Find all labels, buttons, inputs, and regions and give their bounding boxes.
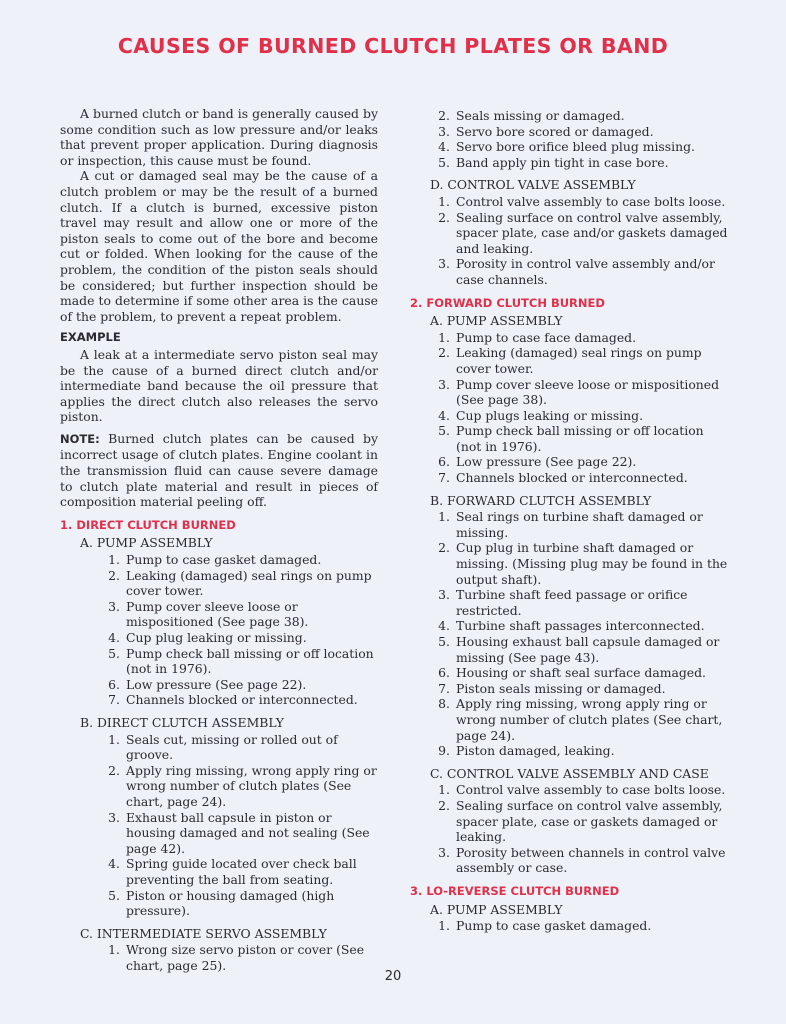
item-list: [100, 552, 378, 708]
list-item: [100, 599, 378, 630]
example-heading: EXAMPLE: [60, 330, 121, 345]
list-item-text: Spring guide located over check ball preventing the ball from seating.: [126, 856, 357, 887]
list-item: [430, 665, 728, 681]
list-item-number: 6.: [438, 454, 450, 470]
list-item-number: 7.: [438, 680, 450, 696]
list-item-text: Housing exhaust ball capsule damaged or missing (See page 43).: [456, 634, 720, 665]
list-item-number: 7.: [108, 692, 120, 708]
list-item: [430, 782, 728, 798]
list-item-number: 2.: [438, 209, 450, 225]
list-item-number: 4.: [438, 407, 450, 423]
list-item-number: 1.: [438, 782, 450, 798]
list-item-text: Seal rings on turbine shaft damaged or missing.: [456, 509, 703, 540]
list-item: [100, 732, 378, 763]
list-item: [100, 888, 378, 919]
item-list: [430, 330, 728, 486]
list-item-number: 8.: [438, 696, 450, 712]
item-list: [100, 732, 378, 919]
list-item-text: Pump to case gasket damaged.: [126, 552, 322, 568]
list-item-text: Pump cover sleeve loose or mispositioned (See page 38).: [456, 376, 720, 408]
page-title: CAUSES OF BURNED CLUTCH PLATES OR BAND: [117, 34, 669, 58]
list-item: [430, 210, 728, 257]
list-item-number: 5.: [108, 887, 120, 903]
list-item-text: Low pressure (See page 22).: [456, 454, 637, 470]
list-item-number: 5.: [438, 634, 450, 649]
subsection-heading: D. CONTROL VALVE ASSEMBLY: [430, 177, 636, 193]
list-item-text: Porosity between channels in control valve assembly or case.: [456, 844, 726, 876]
list-item-number: 4.: [108, 630, 120, 645]
item-list: [430, 194, 728, 288]
list-item-text: Porosity in control valve assembly and/or case channels.: [456, 256, 715, 287]
list-item: [100, 692, 378, 708]
note-block: [60, 431, 378, 510]
list-item: [430, 540, 728, 587]
list-item: [430, 470, 728, 486]
list-item-text: Servo bore orifice bleed plug missing.: [456, 139, 695, 155]
list-item: [430, 798, 728, 845]
list-item-number: 1.: [438, 918, 450, 934]
list-item-number: 2.: [108, 567, 120, 583]
item-list: [430, 782, 728, 876]
list-item-number: 2.: [438, 108, 450, 123]
list-item: [430, 681, 728, 697]
list-item-text: Leaking (damaged) seal rings on pump cover tower.: [126, 567, 372, 599]
note-label: NOTE:: [60, 431, 100, 446]
list-item-text: Apply ring missing, wrong apply ring or wrong number of clutch plates (See chart, page 24).: [126, 762, 377, 809]
list-item-number: 2.: [438, 345, 450, 361]
list-item: [430, 256, 728, 287]
list-item-number: 4.: [108, 856, 120, 872]
left-column: [60, 106, 378, 973]
right-column: [410, 108, 728, 934]
list-item-text: Control valve assembly to case bolts loose.: [456, 193, 726, 209]
list-item-number: 2.: [108, 762, 120, 778]
list-item: [430, 124, 728, 140]
list-item-number: 3.: [438, 587, 450, 603]
list-item: [100, 677, 378, 693]
list-item-number: 1.: [438, 329, 450, 345]
list-item-text: Channels blocked or interconnected.: [456, 470, 688, 486]
list-item-text: Low pressure (See page 22).: [126, 676, 307, 692]
list-item-text: Piston damaged, leaking.: [456, 743, 615, 759]
list-item-text: Control valve assembly to case bolts loose.: [456, 782, 726, 798]
subsection-heading: C. CONTROL VALVE ASSEMBLY AND CASE: [430, 765, 709, 781]
list-item: [430, 423, 728, 454]
list-item: [430, 587, 728, 618]
list-item: [430, 454, 728, 470]
intro-paragraph-1: A burned clutch or band is generally caused by some condition such as low pressure and/or leaks that prevent proper application. During diagnosis or inspection, this cause must be found.: [60, 106, 378, 168]
list-item-text: Piston seals missing or damaged.: [456, 680, 666, 696]
list-item-text: Pump to case face damaged.: [456, 329, 637, 345]
list-item-text: Pump cover sleeve loose or mispositioned (See page 38).: [126, 598, 309, 630]
list-item-number: 1.: [108, 731, 120, 747]
list-item-text: Servo bore scored or damaged.: [456, 123, 654, 139]
list-item-number: 3.: [108, 809, 120, 825]
list-item-text: Exhaust ball capsule in piston or housing damaged and not sealing (See page 42).: [126, 809, 370, 856]
list-item: [100, 630, 378, 646]
page-number: 20: [384, 969, 402, 984]
list-item-number: 3.: [108, 598, 120, 614]
subsection-heading: B. FORWARD CLUTCH ASSEMBLY: [430, 492, 652, 508]
subsection-heading: A. PUMP ASSEMBLY: [80, 535, 213, 551]
subsection-heading: B. DIRECT CLUTCH ASSEMBLY: [80, 714, 284, 730]
section-heading-direct-clutch: 1. DIRECT CLUTCH BURNED: [60, 517, 236, 532]
item-list: [430, 108, 728, 170]
list-item-text: Apply ring missing, wrong apply ring or wrong number of clutch plates (See chart, page 24).: [456, 696, 723, 743]
list-item: [430, 696, 728, 743]
list-item-text: Pump check ball missing or off location (not in 1976).: [126, 645, 374, 677]
list-item-text: Housing or shaft seal surface damaged.: [456, 665, 706, 681]
list-item-text: Leaking (damaged) seal rings on pump cover tower.: [456, 345, 702, 376]
list-item-text: Cup plugs leaking or missing.: [456, 407, 644, 423]
list-item-text: Turbine shaft passages interconnected.: [456, 618, 705, 634]
list-item-number: 1.: [438, 193, 450, 209]
list-item-number: 3.: [438, 123, 450, 139]
list-item-number: 9.: [438, 743, 450, 759]
list-item-number: 2.: [438, 797, 450, 813]
list-item: [430, 194, 728, 210]
list-item-number: 7.: [438, 470, 450, 486]
list-item: [430, 377, 728, 408]
list-item: [100, 568, 378, 599]
list-item-text: Sealing surface on control valve assembly, spacer plate, case or gaskets damaged or leaking.: [456, 797, 723, 845]
list-item-number: 1.: [438, 509, 450, 525]
list-item-text: Turbine shaft feed passage or orifice restricted.: [456, 587, 688, 618]
list-item-number: 5.: [438, 423, 450, 439]
list-item-number: 6.: [438, 665, 450, 681]
list-item: [430, 408, 728, 424]
subsection-heading: A. PUMP ASSEMBLY: [430, 901, 563, 917]
item-list: [430, 918, 728, 934]
list-item-text: Seals cut, missing or rolled out of groove.: [126, 731, 338, 763]
list-item-text: Wrong size servo piston or cover (See chart, page 25).: [126, 942, 365, 973]
list-item-text: Seals missing or damaged.: [456, 108, 625, 123]
list-item: [100, 763, 378, 810]
list-item: [430, 743, 728, 759]
list-item: [100, 856, 378, 887]
list-item-text: Pump to case gasket damaged.: [456, 918, 652, 934]
list-item-text: Pump check ball missing or off location (not in 1976).: [456, 423, 704, 454]
subsection-heading: A. PUMP ASSEMBLY: [430, 313, 563, 329]
list-item: [100, 646, 378, 677]
list-item-number: 3.: [438, 376, 450, 392]
section-heading-forward-clutch: 2. FORWARD CLUTCH BURNED: [410, 295, 605, 310]
list-item-number: 5.: [438, 154, 450, 170]
list-item: [430, 139, 728, 155]
list-item-text: Channels blocked or interconnected.: [126, 692, 358, 708]
list-item: [430, 330, 728, 346]
list-item-number: 4.: [438, 618, 450, 634]
list-item: [430, 918, 728, 934]
list-item: [100, 810, 378, 857]
list-item: [100, 552, 378, 568]
item-list: [430, 509, 728, 759]
section-heading-lo-reverse-clutch: 3. LO-REVERSE CLUTCH BURNED: [410, 883, 620, 898]
intro-paragraph-2: A cut or damaged seal may be the cause of a clutch problem or may be the result of a burned clutch. If a clutch is burned, excessive piston travel may result and allow one or more of the piston seals to come out of the bore and become cut or folded. When looking for the cause of the problem, the condition of the piston seals should be considered; but further inspection should be made to determine if some other area is the cause of the problem, to prevent a repeat problem.: [60, 168, 378, 324]
example-text: A leak at a intermediate servo piston seal may be the cause of a burned direct clutch and/or intermediate band because the oil pressure that applies the direct clutch also releases the servo piston.: [60, 346, 378, 425]
list-item-number: 6.: [108, 676, 120, 692]
list-item-text: Cup plug in turbine shaft damaged or missing. (Missing plug may be found in the output shaft).: [456, 540, 728, 587]
list-item-number: 5.: [108, 645, 120, 661]
list-item-number: 2.: [438, 540, 450, 556]
list-item-number: 3.: [438, 844, 450, 860]
list-item-text: Piston or housing damaged (high pressure).: [126, 887, 335, 919]
list-item-number: 4.: [438, 139, 450, 155]
list-item: [430, 108, 728, 124]
list-item-number: 1.: [108, 942, 120, 958]
list-item-number: 3.: [438, 256, 450, 272]
list-item: [430, 345, 728, 376]
list-item: [430, 634, 728, 665]
list-item-text: Band apply pin tight in case bore.: [456, 154, 669, 170]
list-item: [430, 618, 728, 634]
list-item-text: Cup plug leaking or missing.: [126, 630, 307, 645]
list-item: [430, 155, 728, 171]
list-item-text: Sealing surface on control valve assembly, spacer plate, case and/or gaskets damaged and leaking.: [456, 209, 728, 256]
subsection-heading: C. INTERMEDIATE SERVO ASSEMBLY: [80, 925, 327, 941]
list-item-number: 1.: [108, 552, 120, 568]
list-item: [430, 845, 728, 876]
list-item: [430, 509, 728, 540]
note-text: Burned clutch plates can be caused by incorrect usage of clutch plates. Engine coolant in the transmission fluid can cause severe damage to clutch plate material and result in pieces of composition material peeling off.: [60, 430, 378, 510]
